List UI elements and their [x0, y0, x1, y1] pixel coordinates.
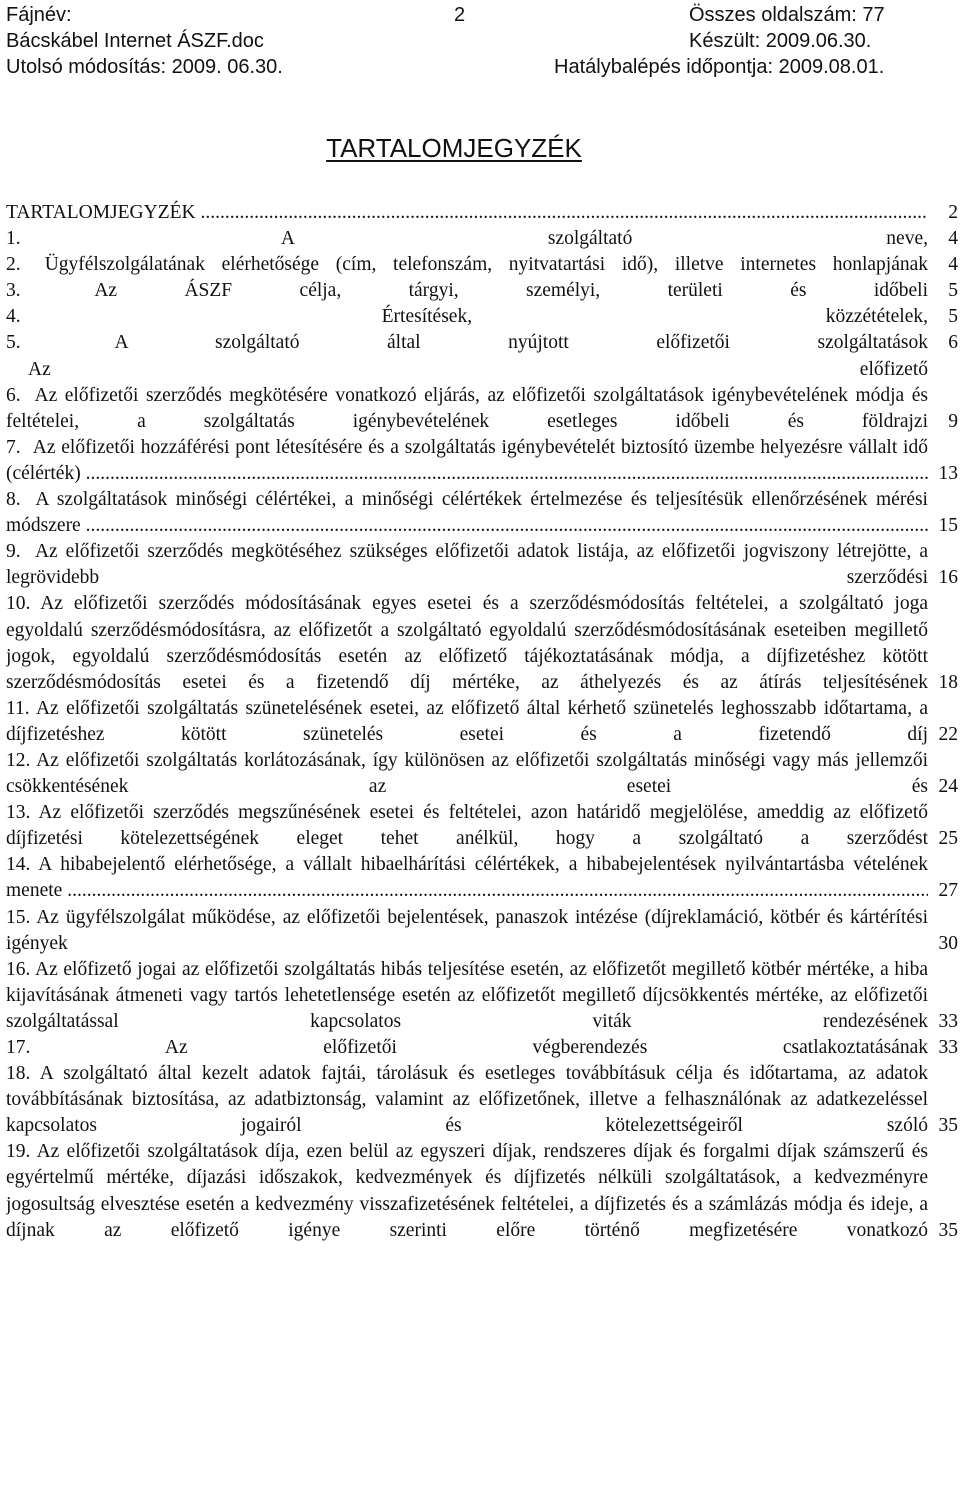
toc-entry[interactable]	[6, 852, 958, 904]
toc-entry-page: 35	[928, 1218, 958, 1244]
toc-entry[interactable]	[6, 1035, 958, 1061]
toc-entry-page: 33	[928, 1035, 958, 1061]
toc-entry-page: 5	[928, 278, 958, 304]
effective-date: Hatálybalépés időpontja: 2009.08.01.	[554, 56, 885, 78]
toc-entry[interactable]	[6, 383, 958, 435]
page-number: 2	[454, 4, 466, 26]
toc-entry-title: Az ÁSZF célja, tárgyi, személyi, területi és időbeli .....	[6, 280, 928, 304]
toc-entry[interactable]	[6, 200, 958, 226]
toc-entry-title: A szolgáltató által nyújtott előfizetői szolgáltatások .....	[6, 332, 928, 356]
toc-entry-number: 16.	[6, 958, 31, 980]
toc-entry-text	[6, 487, 928, 539]
toc-entry-page: 4	[928, 252, 958, 278]
toc-entry-number: 2.	[6, 254, 21, 276]
toc-entry-title: A szolgáltatások minőségi célértékei, a minőségi célértékek értelmezése és teljesítésük ellenőrzésének mérési módszere .....	[6, 489, 928, 536]
toc-entry-text	[6, 330, 928, 356]
toc-entry-page: 35	[928, 1113, 958, 1139]
toc-entry-number: 13.	[6, 802, 31, 824]
toc-entry-page: 5	[928, 304, 958, 330]
toc-entry-number: 12.	[6, 749, 31, 771]
toc-entry-number: 15.	[6, 906, 31, 928]
toc-entry-number: 17.	[6, 1037, 31, 1058]
toc-entry-title: Az előfizetői szerződés megkötésére vonatkozó eljárás, az előfizetői szolgáltatások igénybevételének módja és feltételei, a szolgáltatás igénybevételének esetleges időbeli és földrajzi .....	[6, 385, 928, 435]
toc-entry-number: 8.	[6, 489, 21, 511]
toc-entry-title: Az előfizető jogai az előfizetői szolgáltatás hibás teljesítése esetén, az előfizetőt megillető kötbér mértéke, a hiba kijavításának átmeneti vagy tartós lehetetlensége esetén az előfizetőt megillető díjcsökkentés mértéke, az előfizetői szolgáltatással kapcsolatos viták rendezésének .....	[6, 959, 928, 1035]
toc-entry-text	[6, 1035, 928, 1061]
toc-entry-title: A hibabejelentő elérhetősége, a vállalt hibaelhárítási célértékek, a hibabejelentések nyilvántartásba vételének menete .....	[6, 854, 928, 901]
toc-entry-number: 3.	[6, 280, 21, 302]
toc-entry-text	[6, 383, 928, 435]
toc-entry[interactable]	[6, 226, 958, 252]
toc-entry-title: Az ügyfélszolgálat működése, az előfizetői bejelentések, panaszok intézése (díjreklamáció, kötbér és kártérítési igények .....	[6, 907, 928, 957]
toc-entry-text	[6, 696, 928, 748]
toc-entry-text	[6, 435, 928, 487]
toc-entry[interactable]	[6, 330, 958, 356]
toc-entry-page: 15	[928, 513, 958, 539]
toc-entry-title: Az előfizető .....	[28, 359, 928, 383]
toc-entry-text	[6, 226, 928, 252]
toc-entry-title: Az előfizetői szolgáltatás korlátozásának, így különösen az előfizetői szolgáltatás minőségi vagy más jellemzői csökkentésének az esetei és .....	[6, 750, 928, 800]
toc-entry-title: A szolgáltató által kezelt adatok fajtái, tárolásuk és esetleges továbbításuk célja és időtartama, az adatok továbbításának biztosítása, az adatbiztonság, valamint az előfizetőnek, illetve a felhasználónak az adatkezeléssel kapcsolatos jogairól és kötelezettségeiről szóló .....	[6, 1063, 928, 1139]
toc-entry-number: 19.	[6, 1141, 31, 1163]
toc-entry-title: A szolgáltató neve, .....	[6, 228, 928, 252]
toc-entry[interactable]	[6, 800, 958, 852]
created-date: Készült: 2009.06.30.	[689, 30, 872, 52]
toc-entry-text	[6, 278, 928, 304]
toc-entry-page: 33	[928, 1009, 958, 1035]
toc-entry[interactable]	[6, 278, 958, 304]
toc-entry-number: 11.	[6, 697, 30, 719]
modified-date: Utolsó módosítás: 2009. 06.30.	[6, 56, 283, 78]
toc-entry-page: 25	[928, 826, 958, 852]
toc-entry-text	[6, 357, 928, 383]
toc-entry[interactable]	[6, 905, 958, 957]
toc-entry-number: 10.	[6, 593, 31, 615]
toc-entry-title: Az előfizetői szerződés módosításának egyes esetei és a szerződésmódosítás feltételei, a szolgáltató joga egyoldalú szerződésmódosításra, az előfizetőt a szolgáltató egyoldalú szerződésmódosításának eseteiben megillető jogok, egyoldalú szerződésmódosítás esetén az előfizető tájékoztatásának módja, a díjfizetéshez kötött szerződésmódosítás esetei és a fizetendő díj mértéke, az áthelyezés és az átírás teljesítésének .....	[6, 593, 928, 695]
toc-entry-text	[6, 591, 928, 695]
toc-entry-number: 5.	[6, 332, 21, 354]
toc-entry-text	[6, 200, 928, 226]
toc-entry[interactable]	[6, 252, 958, 278]
toc-entry-text	[6, 304, 928, 330]
toc-entry-text	[6, 905, 928, 957]
toc-entry-text	[6, 1139, 928, 1243]
header-row-2	[6, 28, 906, 54]
toc-entry-page: 4	[928, 226, 958, 252]
toc-entry-text	[6, 252, 928, 278]
toc-entry-page: 22	[928, 722, 958, 748]
toc-entry[interactable]	[6, 304, 958, 330]
toc-entry-page: 27	[928, 878, 958, 904]
toc-entry-page: 16	[928, 565, 958, 591]
toc-entry[interactable]	[6, 591, 958, 695]
toc-entry-page: 18	[928, 670, 958, 696]
toc-entry-number: 4.	[6, 306, 21, 328]
toc-entry-title: Az előfizetői szerződés megkötéséhez szükséges előfizetői adatok listája, az előfizetői jogviszony létrejötte, a legrövidebb szerződési .....	[6, 541, 928, 591]
toc-entry-title: Ügyfélszolgálatának elérhetősége (cím, telefonszám, nyitvatartási idő), illetve internetes honlapjának .....	[6, 254, 928, 278]
toc-entry-title: Az előfizetői hozzáférési pont létesítésére és a szolgáltatás igénybevételét biztosító üzembe helyezésre vállalt idő (célérték) .....	[6, 437, 928, 484]
table-of-contents	[6, 200, 958, 1244]
toc-entry-number: 9.	[6, 541, 21, 563]
toc-entry-text	[6, 957, 928, 1035]
toc-entry-title: TARTALOMJEGYZÉK .....	[6, 202, 928, 223]
toc-entry[interactable]	[6, 487, 958, 539]
toc-entry-page: 6	[928, 330, 958, 356]
toc-entry-number: 1.	[6, 228, 21, 250]
toc-entry-text	[6, 852, 928, 904]
toc-entry-text	[6, 539, 928, 591]
toc-entry[interactable]	[6, 696, 958, 748]
toc-entry-page: 24	[928, 774, 958, 800]
toc-entry-text	[6, 748, 928, 800]
toc-entry-text	[6, 1061, 928, 1139]
toc-entry[interactable]	[6, 435, 958, 487]
toc-entry[interactable]	[6, 957, 958, 1035]
toc-entry[interactable]	[6, 539, 958, 591]
toc-entry[interactable]	[6, 1139, 958, 1243]
toc-entry-number: 7.	[6, 436, 21, 458]
toc-entry-number: 14.	[6, 854, 31, 876]
toc-entry-page: 9	[928, 409, 958, 435]
toc-entry-title: Az előfizetői szolgáltatás szünetelésének esetei, az előfizető által kérhető szünetelés leghosszabb időtartama, a díjfizetéshez kötött szünetelés esetei és a fizetendő díj .....	[6, 698, 928, 748]
toc-entry-title: Az előfizetői szolgáltatások díja, ezen belül az egyszeri díjak, rendszeres díjak és forgalmi díjak számszerű és egyértelmű mértéke, díjazási időszakok, kedvezmények és díjfizetés nélküli szolgáltatások, a kedvezményre jogosultság elvesztése esetén a kedvezmény visszafizetésének feltételei, a díjfizetés és a számlázás módja és ideje, a díjnak az előfizető igénye szerinti előre történő megfizetésére vonatkozó .....	[6, 1141, 928, 1243]
toc-entry[interactable]	[6, 357, 958, 383]
toc-entry-title: Értesítések, közzétételek, .....	[6, 306, 928, 330]
toc-entry-page: 2	[928, 200, 958, 226]
toc-entry-page: 13	[928, 461, 958, 487]
header-row-3	[6, 54, 906, 80]
toc-entry-title: Az előfizetői szerződés megszűnésének esetei és feltételei, azon határidő megjelölése, ameddig az előfizető díjfizetési kötelezettségének eleget tehet anélkül, hogy a szolgáltató a szerződést .....	[6, 802, 928, 852]
toc-entry-text	[6, 800, 928, 852]
file-name: Bácskábel Internet ÁSZF.doc	[6, 30, 264, 52]
header-row-1	[6, 2, 906, 28]
toc-entry[interactable]	[6, 748, 958, 800]
toc-entry-page: 30	[928, 931, 958, 957]
file-label: Fájnév:	[6, 4, 72, 26]
toc-entry-number: 6.	[6, 384, 21, 406]
toc-entry[interactable]	[6, 1061, 958, 1139]
document-header	[6, 2, 906, 80]
toc-entry-number: 18.	[6, 1063, 31, 1085]
toc-entry-title: Az előfizetői végberendezés csatlakoztatásának .....	[6, 1037, 928, 1061]
total-pages: Összes oldalszám: 77	[689, 4, 885, 26]
toc-title: TARTALOMJEGYZÉK	[326, 133, 582, 163]
